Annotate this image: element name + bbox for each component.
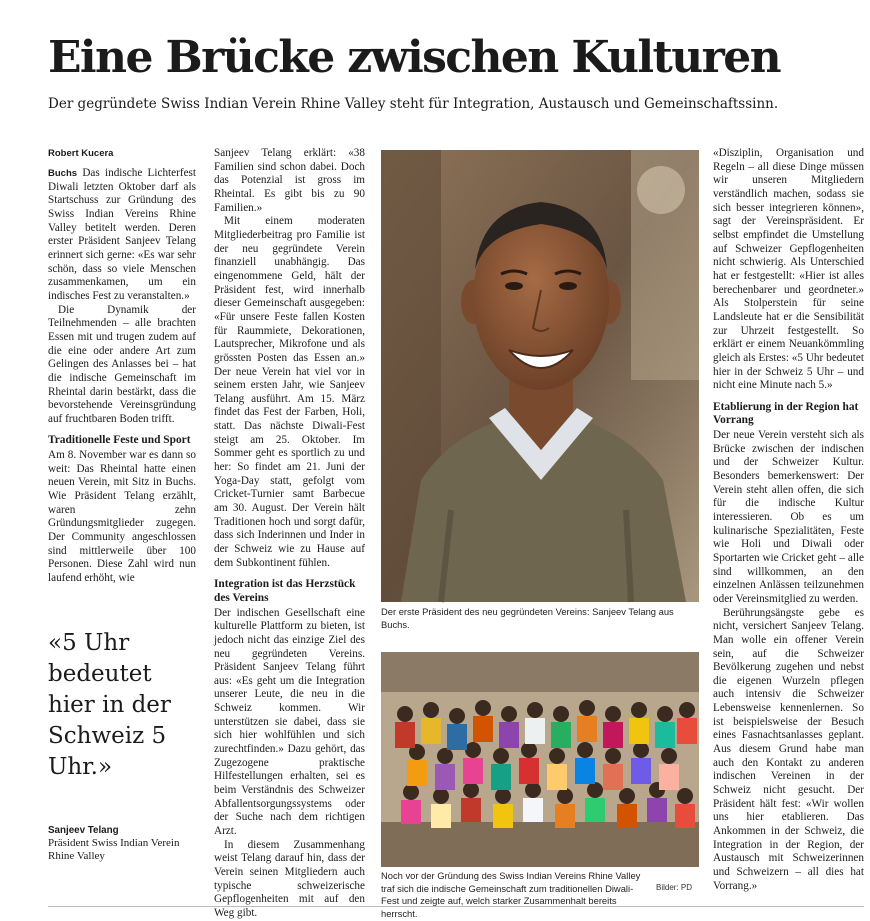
- bottom-rule: [48, 906, 864, 907]
- pull-quote: «5 Uhr bedeutet hier in der Schweiz 5 Uhr.»: [48, 630, 171, 780]
- column-1: [48, 147, 196, 597]
- paragraph: Sanjeev Telang erklärt: «38 Familien sind schon dabei. Doch das Potenzial ist gross im Rheintal. Es gibt bis zu 90 Familien.»: [214, 147, 365, 214]
- paragraph: Mit einem moderaten Mitgliederbeitrag pro Familie ist der neu gegründete Verein finanziell unabhängig. Das eingenommene Geld, hält der Präsident fest, wird innerhalb dieser Gemeinschaft ausgegeben: «Für unsere Feste fallen Kosten für Raummiete, Dekorationen, Lautsprecher, Mikrofone und als grössten Posten das Essen an.» Der neue Verein hat viel vor in seinem ersten Jahr, wie Sanjeev Telang ausführt. Am 15. März findet das Fest der Farben, Holi, statt. Das nächste Diwali-Fest steigt am 25. Oktober. Im Sommer geht es sportlich zu und her: So findet am 21. Juni der Yoga-Day statt, gefolgt vom Cricket-Turnier samt Barbecue am 30. August. Der Verein hält Traditionen hoch und sorgt dafür, dass sich Inderinnen und Inder in der Schweiz wie zu Hause auf dem Subkontinent fühlen.: [214, 215, 365, 569]
- group-photo: [381, 652, 699, 867]
- subheading: Etablierung in der Region hat Vorrang: [713, 400, 859, 427]
- portrait-caption: Der erste Präsident des neu gegründeten Vereins: Sanjeev Telang aus Buchs.: [381, 606, 674, 630]
- portrait-illustration: [381, 150, 699, 602]
- group-caption: Noch vor der Gründung des Swiss Indian Vereins Rhine Valley traf sich die indische Gemeinschaft zum traditionellen Diwali-Fest und zeigte auf, welch starker Zusammenhalt bereits herrscht.: [381, 870, 641, 919]
- paragraph: Der neue Verein versteht sich als Brücke zwischen der indischen und der Schweizer Kultur. Besonders bemerkenswert: Der Verein steht allen offen, die sich für die indische Kultur interessieren. Ob es um kulinarische Spezialitäten, Feste wie Holi und Diwali oder Sportarten wie Cricket geht – alle sind willkommen, an den einzelnen Anlässen teilzunehmen oder Vereinsmitglied zu werden.: [713, 429, 864, 605]
- group-illustration: [381, 652, 699, 867]
- paragraph: «Disziplin, Organisation und Regeln – all diese Dinge müssen wir unseren Mitgliedern verständlich machen, sodass sie sich besser integrieren können», sagt der Vereinspräsident. Er selbst empfindet die Umstellung auf Schweizer Gepflogenheiten nicht schwierig. Als Unterschied hat er festgestellt: «Hier ist alles berechenbarer und geordneter.» Als Stolperstein für seine Landsleute hat er die Sensibilität zur Uhrzeit festgestellt. So erklärt er einem Neuankömmling gleich als Erstes: «5 Uhr bedeutet hier in der Schweiz 5 Uhr – und nicht eine Minute nach 5.»: [713, 147, 864, 392]
- subheading: Integration ist das Herzstück des Vereins: [214, 578, 356, 604]
- paragraph: In diesem Zusammenhang weist Telang darauf hin, dass der Verein seinen Mitgliedern auch typische schweizerische Gepflogenheiten mit auf den Weg gibt.: [214, 838, 365, 919]
- headline: Eine Brücke zwischen Kulturen: [48, 32, 781, 83]
- lead-text: Der gegründete Swiss Indian Verein Rhine Valley steht für Integration, Austausch und Gemeinschaftssinn.: [48, 96, 779, 112]
- paragraph: Der indischen Gesellschaft eine kulturelle Plattform zu bieten, ist jedoch nicht das einzige Ziel des neu gegründeten Vereins. Präsident Sanjeev Telang führt aus: «Es geht um die Integration unserer Leute, die neu in die Schweiz kommen. Wir unterstützen sie dabei, dass sie sich hier wohlfühlen und sich zurechtfinden.» Dazu gehört, das Zugezogene praktische Hilfestellungen erhalten, sei es beim Verständnis des Schweizer Abfallentsorgungssystems oder der Suche nach dem richtigen Arzt.: [214, 606, 365, 838]
- portrait-photo: [381, 150, 699, 602]
- photo-credit: Bilder: PD: [656, 883, 693, 892]
- pull-quote-role: Präsident Swiss Indian Verein Rhine Valley: [48, 837, 180, 862]
- pull-quote-name: Sanjeev Telang: [48, 825, 119, 836]
- column-4: [713, 147, 864, 892]
- column-2: [214, 147, 365, 919]
- paragraph: Buchs Das indische Lichterfest Diwali letzten Oktober darf als Startschuss zur Gründung des Swiss Indian Vereins Rhine Valley betitelt werden. Deren erster Präsident Sanjeev Telang erinnert sich gerne: «Es war sehr schön, dass so viele Menschen zusammenkamen, um ein indisches Fest zu veranstalten.»: [48, 167, 197, 302]
- paragraph: Die Dynamik der Teilnehmenden – alle brachten Essen mit und trugen zudem auf die eine oder andere Art zum Gelingen des Anlasses bei – hat die indische Gemeinschaft im Rheintal darin bestärkt, dass die bevorstehende Vereinsgründung auf fruchtbaren Boden trifft.: [48, 303, 196, 425]
- subheading: Traditionelle Feste und Sport: [48, 434, 191, 447]
- dateline: Buchs: [48, 168, 78, 179]
- author-name: Robert Kucera: [48, 148, 114, 159]
- paragraph: Berührungsängste gebe es nicht, versichert Sanjeev Telang. Man wolle ein offener Verein sein, auf die Schweizer Bevölkerung zugehen und nebst die eigenen Wurzeln pflegen auch intensiv die Schweizer Lebensweise kennenlernen. So ist beispielsweise der Besuch eines Fasnachtsanlasses geplant. Aus diesem Grund habe man auch den Kontakt zu anderen indischen Vereinen in der Schweiz nicht gesucht. Der Präsident hält fest: «Wir wollen uns hier etablieren. Das Ankommen in der Schweiz, die Integration in der Region, der Austausch mit Schweizerinnen und Schweizern – all dies hat Vorrang.»: [713, 606, 864, 892]
- paragraph: Am 8. November war es dann so weit: Das Rheintal hatte einen neuen Verein, mit Sitz in Buchs. Wie Präsident Telang erzählt, waren zehn Gründungsmitglieder zugegen. Der Community angeschlossen sind mittlerweile über 100 Personen. Diese Zahl wird nun laufend erhöht, wie: [48, 449, 196, 584]
- pull-quote-attribution: [48, 824, 208, 863]
